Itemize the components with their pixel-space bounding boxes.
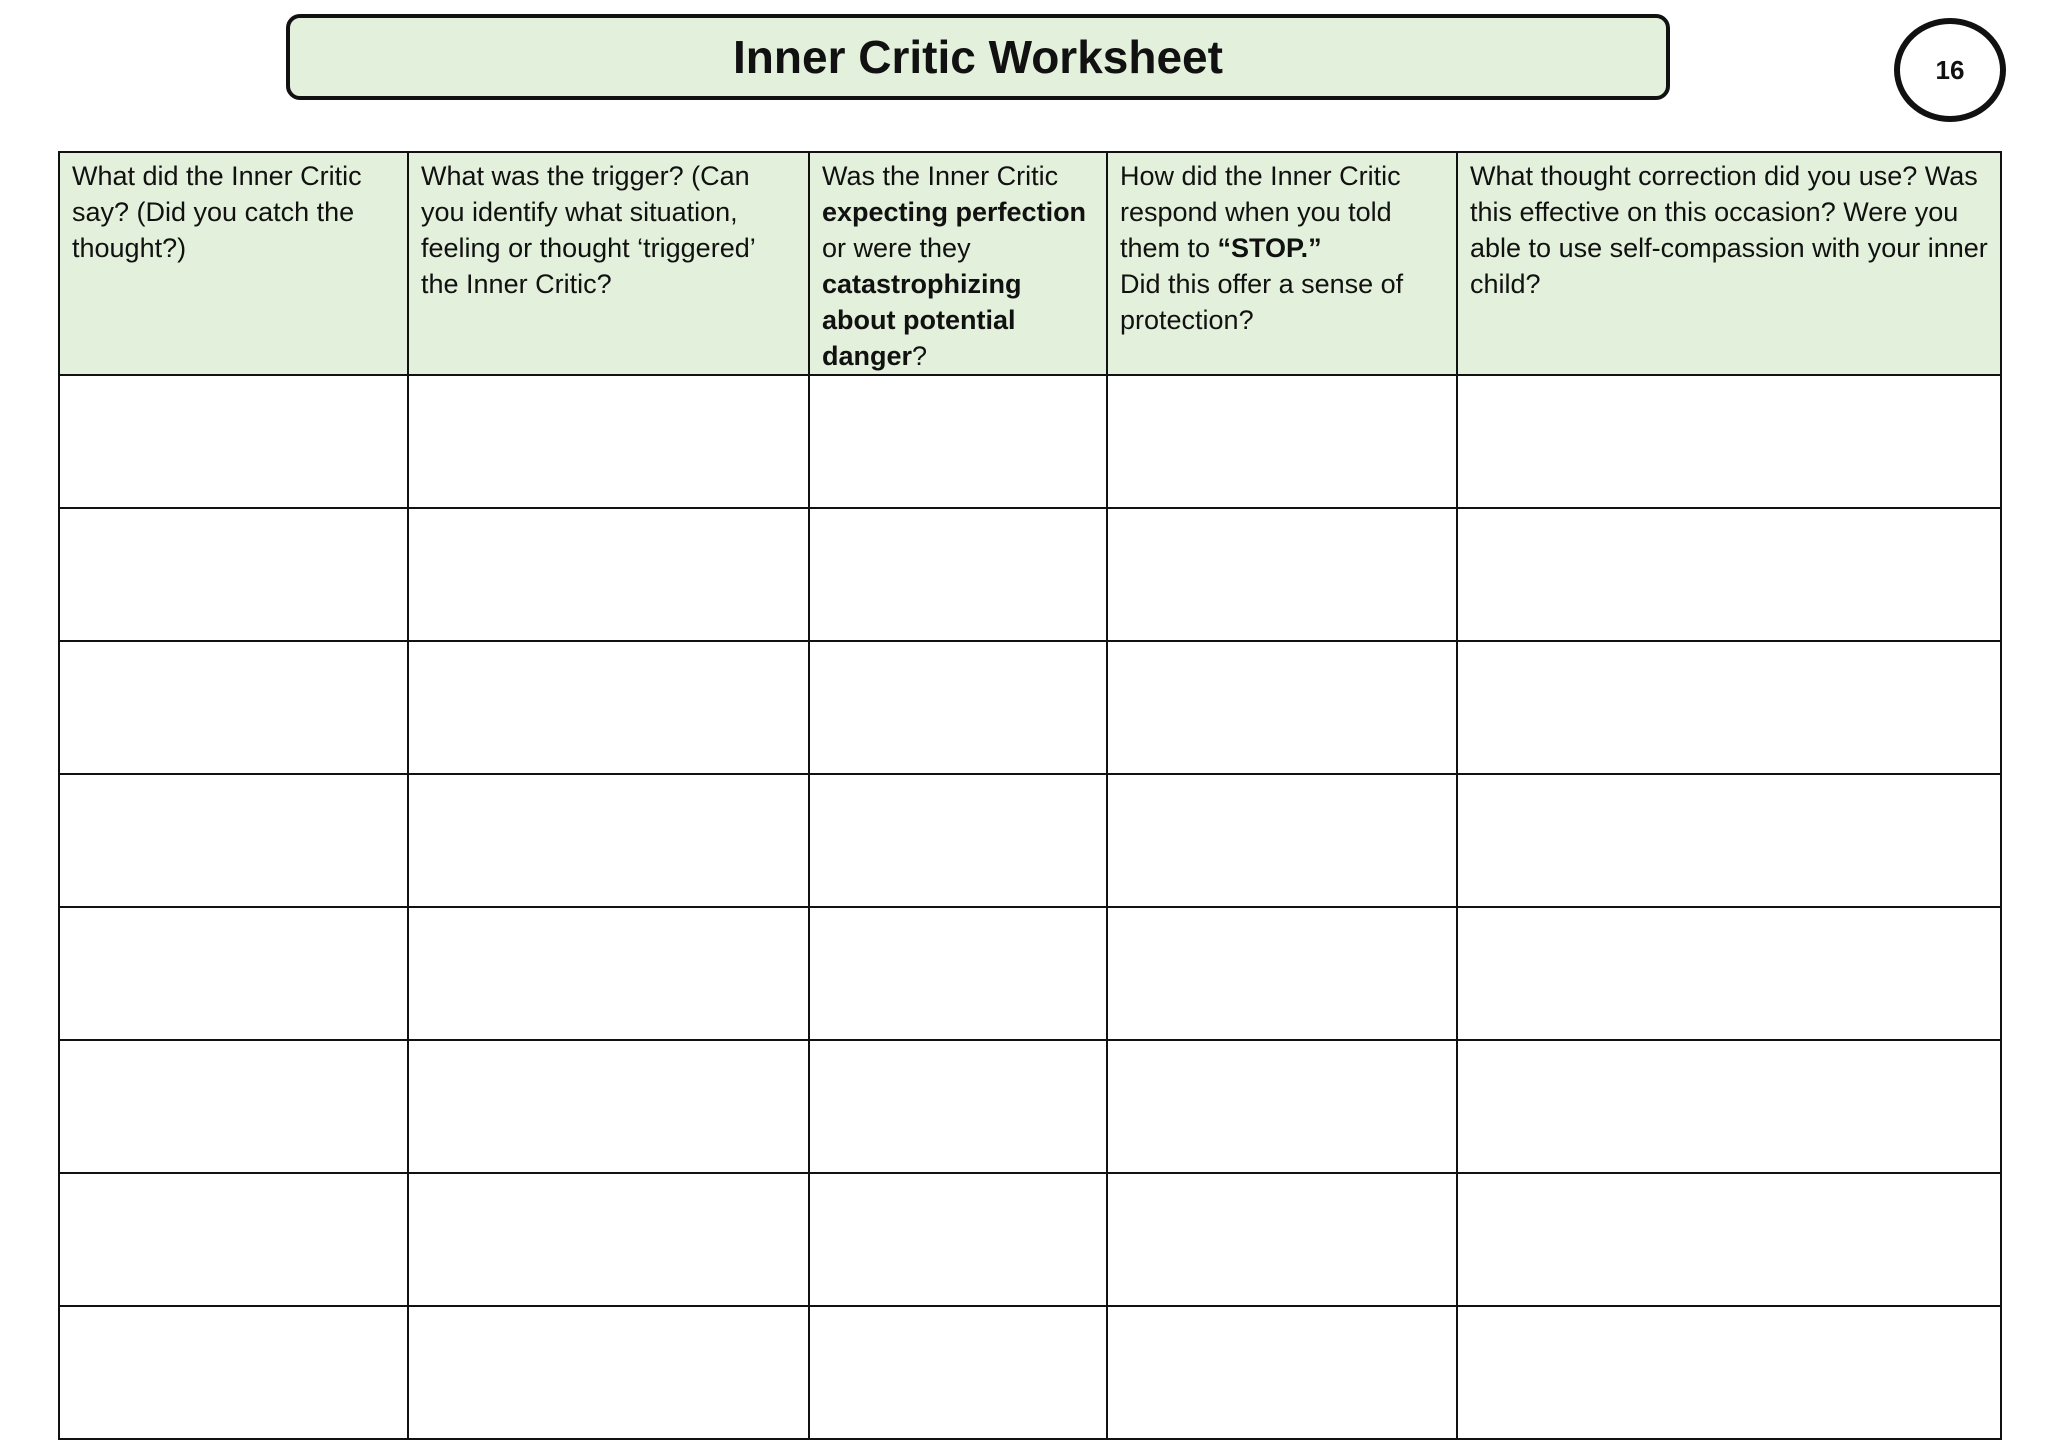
column-header-1 bbox=[59, 152, 408, 375]
table-row bbox=[59, 774, 2001, 907]
entry-cell[interactable] bbox=[809, 641, 1107, 774]
entry-cell[interactable] bbox=[59, 508, 408, 641]
entry-cell[interactable] bbox=[1457, 1040, 2001, 1173]
column-header-2 bbox=[408, 152, 809, 375]
entry-cell[interactable] bbox=[1457, 375, 2001, 508]
entry-cell[interactable] bbox=[809, 1040, 1107, 1173]
entry-cell[interactable] bbox=[1457, 907, 2001, 1040]
entry-cell[interactable] bbox=[809, 375, 1107, 508]
page-number: 16 bbox=[1935, 54, 1965, 85]
entry-cell[interactable] bbox=[809, 774, 1107, 907]
table-body bbox=[59, 375, 2001, 1439]
table-row bbox=[59, 375, 2001, 508]
entry-cell[interactable] bbox=[809, 1173, 1107, 1306]
table-row bbox=[59, 641, 2001, 774]
header-text: What did the Inner Critic say? (Did you catch the thought?) bbox=[72, 161, 362, 263]
entry-cell[interactable] bbox=[59, 1173, 408, 1306]
entry-cell[interactable] bbox=[809, 508, 1107, 641]
entry-cell[interactable] bbox=[1457, 1306, 2001, 1439]
header-text: or were they bbox=[822, 233, 971, 263]
entry-cell[interactable] bbox=[408, 508, 809, 641]
entry-cell[interactable] bbox=[59, 375, 408, 508]
table-row bbox=[59, 508, 2001, 641]
page-title: Inner Critic Worksheet bbox=[733, 31, 1223, 83]
entry-cell[interactable] bbox=[1107, 907, 1457, 1040]
header-text: ? bbox=[912, 341, 928, 371]
entry-cell[interactable] bbox=[408, 641, 809, 774]
header-text: What thought correction did you use? Was this effective on this occasion? Were you able to use self-compassion with your inner child? bbox=[1470, 161, 1988, 299]
column-header-4 bbox=[1107, 152, 1457, 375]
header-text: How did the Inner Critic respond when you told them to bbox=[1120, 161, 1401, 263]
title-banner bbox=[286, 14, 1670, 100]
entry-cell[interactable] bbox=[408, 774, 809, 907]
entry-cell[interactable] bbox=[809, 1306, 1107, 1439]
entry-cell[interactable] bbox=[1457, 508, 2001, 641]
header-emphasis: expecting perfection bbox=[822, 197, 1087, 227]
page-number-badge bbox=[1894, 18, 2006, 122]
entry-cell[interactable] bbox=[408, 375, 809, 508]
entry-cell[interactable] bbox=[1107, 1306, 1457, 1439]
entry-cell[interactable] bbox=[1107, 1040, 1457, 1173]
entry-cell[interactable] bbox=[1107, 641, 1457, 774]
table-row bbox=[59, 1040, 2001, 1173]
column-header-5 bbox=[1457, 152, 2001, 375]
header-emphasis: catastrophizing about potential danger bbox=[822, 269, 1022, 371]
entry-cell[interactable] bbox=[1107, 1173, 1457, 1306]
header-text: What was the trigger? (Can you identify what situation, feeling or thought ‘triggered’ the Inner Critic? bbox=[421, 161, 755, 299]
header-text: Was the Inner Critic bbox=[822, 161, 1059, 191]
worksheet-table bbox=[58, 151, 2002, 1440]
table-row bbox=[59, 1173, 2001, 1306]
entry-cell[interactable] bbox=[1107, 508, 1457, 641]
entry-cell[interactable] bbox=[1107, 375, 1457, 508]
entry-cell[interactable] bbox=[408, 1306, 809, 1439]
header-emphasis: “STOP.” bbox=[1217, 233, 1322, 263]
table-row bbox=[59, 1306, 2001, 1439]
entry-cell[interactable] bbox=[59, 774, 408, 907]
header-row bbox=[59, 152, 2001, 375]
entry-cell[interactable] bbox=[408, 1040, 809, 1173]
entry-cell[interactable] bbox=[408, 1173, 809, 1306]
entry-cell[interactable] bbox=[809, 907, 1107, 1040]
entry-cell[interactable] bbox=[59, 1306, 408, 1439]
entry-cell[interactable] bbox=[59, 641, 408, 774]
column-header-3 bbox=[809, 152, 1107, 375]
entry-cell[interactable] bbox=[59, 1040, 408, 1173]
entry-cell[interactable] bbox=[1107, 774, 1457, 907]
entry-cell[interactable] bbox=[408, 907, 809, 1040]
header-text: Did this offer a sense of protection? bbox=[1120, 269, 1404, 335]
entry-cell[interactable] bbox=[1457, 1173, 2001, 1306]
entry-cell[interactable] bbox=[1457, 641, 2001, 774]
entry-cell[interactable] bbox=[59, 907, 408, 1040]
entry-cell[interactable] bbox=[1457, 774, 2001, 907]
table-row bbox=[59, 907, 2001, 1040]
